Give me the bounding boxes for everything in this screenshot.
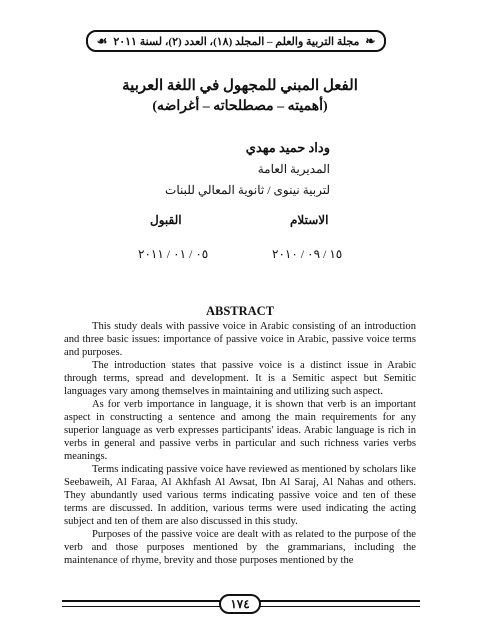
abstract-paragraph: This study deals with passive voice in Arabic consisting of an introduction and three basic issues: importance of passive voice in Arabic, passive voice terms and purposes. bbox=[64, 321, 416, 358]
article-title: الفعل المبني للمجهول في اللغة العربية bbox=[122, 78, 358, 94]
author-affiliation-2: لتربية نينوى / ثانوية المعالي للبنات bbox=[165, 183, 330, 197]
journal-citation: مجلة التربية والعلم – المجلد (١٨)، العدد (٢)، لسنة ٢٠١١ bbox=[113, 35, 360, 48]
received-date: ١٥ / ٠٩ / ٢٠١٠ bbox=[272, 247, 343, 261]
journal-header bbox=[86, 30, 386, 52]
abstract-paragraph: Terms indicating passive voice have reviewed as mentioned by scholars like Seebaweih, Al Faraa, Al Akhfash Al Awsat, Ibn Al Saraj, Al Nahas and others. They abundantly used various terms indicating passive voice and ten of these terms are discussed. In addition, various terms were used indicating the acting subject and ten of them are also discussed in this study. bbox=[64, 464, 416, 527]
article-subtitle: (أهميته – مصطلحاته – أغراضه) bbox=[152, 99, 328, 114]
abstract-body bbox=[64, 320, 416, 567]
abstract-paragraph: The introduction states that passive voice is a distinct issue in Arabic through terms, spread and development. It is a Semitic aspect but Semitic languages vary among themselves in maintaining and utilizing such aspect. bbox=[64, 360, 416, 397]
abstract-paragraph: As for verb importance in language, it is shown that verb is an important aspect in constructing a sentence and among the main requirements for any superior language as verb expresses participants' ideas. Arabic language is rich in verbs in general and passive verbs in particular and such richness varies verbs meanings. bbox=[64, 399, 416, 462]
abstract-heading: ABSTRACT bbox=[205, 304, 275, 318]
author-block bbox=[165, 140, 330, 204]
ornament-left-icon: ☙ bbox=[96, 33, 108, 48]
page-number: ١٧٤ bbox=[219, 594, 261, 614]
accepted-date: ٠٥ / ٠١ / ٢٠١١ bbox=[138, 247, 209, 261]
ornament-right-icon: ❧ bbox=[365, 33, 376, 48]
received-label: الاستلام bbox=[290, 213, 329, 227]
accepted-label: القبول bbox=[150, 213, 182, 227]
author-name: وداد حميد مهدي bbox=[245, 140, 330, 155]
author-affiliation-1: المديرية العامة bbox=[257, 162, 330, 176]
abstract-paragraph: Purposes of the passive voice are dealt with as related to the purpose of the verb and those purposes mentioned by the grammarians, including the maintenance of rhyme, brevity and those purposes mentioned by the bbox=[64, 529, 416, 566]
